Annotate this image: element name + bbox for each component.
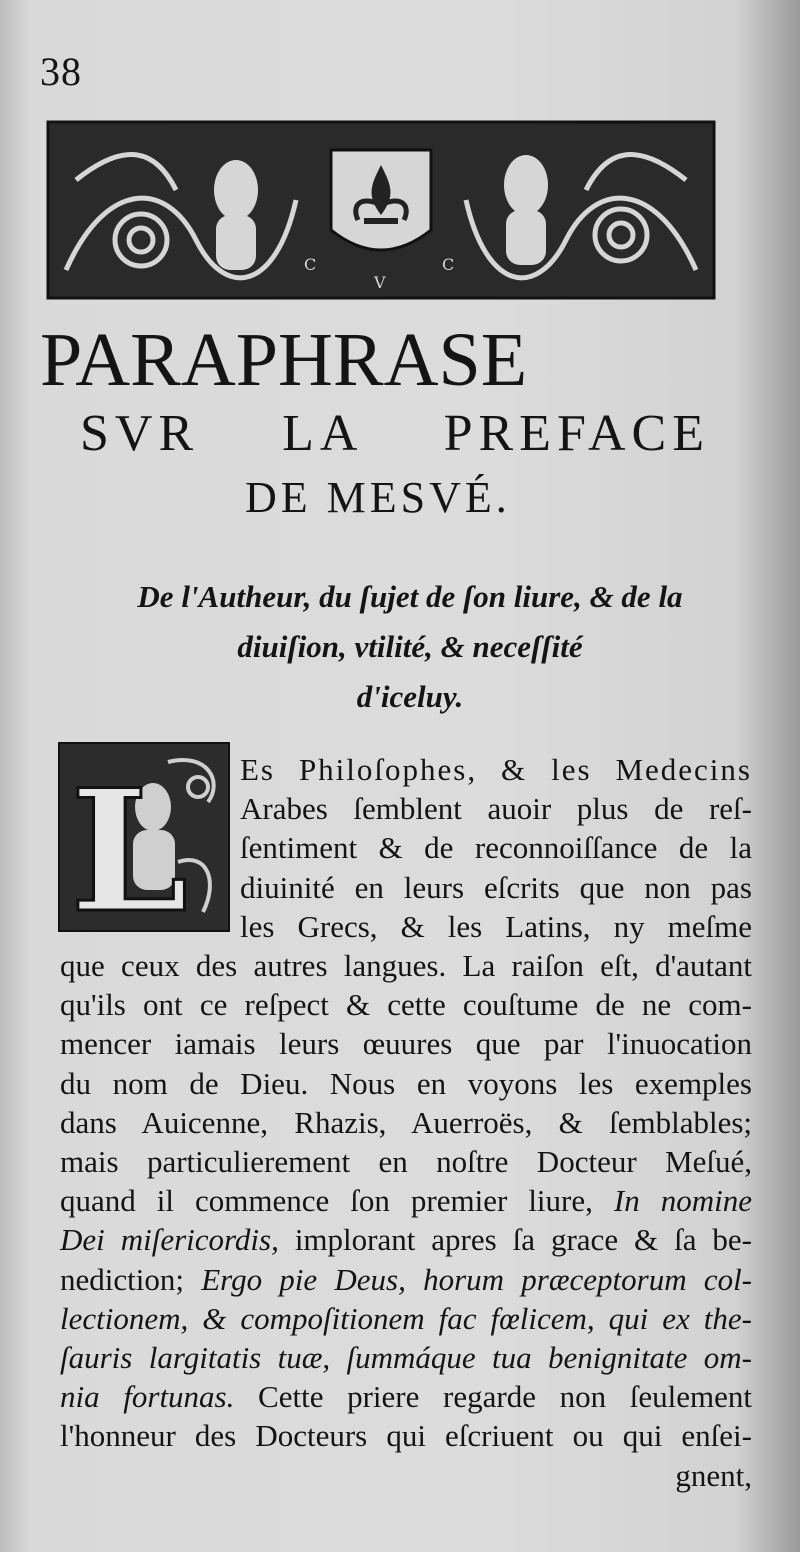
text-line: ſentiment & de reconnoiſſance de la: [240, 830, 752, 866]
text-roman: Cette priere regarde non ſeulement: [258, 1379, 752, 1415]
text-line: mais particulierement en noſtre Docteur Meſué,: [60, 1144, 752, 1180]
text-line: du nom de Dieu. Nous en voyons les exemples: [60, 1065, 752, 1101]
text-line: [60, 1181, 752, 1220]
text-line: l'honneur des Docteurs qui eſcriuent ou qui enſei-: [60, 1418, 752, 1454]
text-latin: ſauris largitatis tuæ, ſummáque tua benignitate om-: [60, 1340, 752, 1376]
body-text: [60, 750, 752, 1495]
text-roman: implorant apres ſa grace & ſa be-: [294, 1222, 752, 1258]
text-latin: Ergo pie Deus, horum præceptorum col-: [201, 1261, 753, 1297]
text-line: dans Auicenne, Rhazis, Auerroës, & ſemblables;: [60, 1104, 752, 1140]
text-roman: nediction;: [60, 1261, 184, 1297]
heading-line: d'iceluy.: [356, 679, 464, 714]
heading-line: De l'Autheur, du ſujet de ſon liure, & de la: [137, 579, 683, 614]
text-latin: In nomine: [613, 1183, 753, 1219]
title-author: DE MESVÉ.: [245, 473, 511, 522]
svg-text:V: V: [374, 273, 386, 292]
catchword: gnent,: [675, 1457, 752, 1493]
svg-text:C: C: [442, 255, 455, 274]
title-preface: SVR LA PREFACE: [80, 405, 710, 462]
text-line: [60, 1338, 752, 1377]
text-line: [60, 1377, 752, 1416]
text-line: [60, 1260, 752, 1299]
text-line: les Grecs, & les Latins, ny meſme: [240, 908, 752, 944]
chapter-heading: [70, 572, 750, 722]
text-line: mencer iamais leurs œuures que par l'inuocation: [60, 1026, 752, 1062]
text-line: Es Philoſophes, & les Medecins: [240, 752, 752, 787]
text-line: que ceux des autres langues. La raiſon eſt, d'autant: [60, 948, 752, 984]
svg-text:C: C: [304, 255, 317, 274]
text-latin: lectionem, & compoſitionem fac fœlicem, qui ex the-: [60, 1300, 752, 1336]
text-line: [60, 1299, 752, 1338]
heading-line: diuiſion, vtilité, & neceſſité: [237, 629, 583, 664]
text-line: [60, 1220, 752, 1259]
initial-letter: L: [70, 752, 189, 932]
text-line: qu'ils ont ce reſpect & cette couſtume de ne com-: [60, 987, 752, 1023]
text-latin: nia fortunas.: [60, 1379, 235, 1415]
text-roman: quand il commence ſon premier liure,: [60, 1183, 593, 1219]
text-line: Arabes ſemblent auoir plus de reſ-: [240, 791, 752, 827]
page-number: 38: [40, 49, 82, 94]
ornamental-headpiece: [46, 120, 716, 300]
text-line: diuinité en leurs eſcrits que non pas: [240, 869, 752, 905]
text-latin: Dei miſericordis,: [60, 1222, 279, 1258]
title-paraphrase: PARAPHRASE: [40, 318, 528, 402]
